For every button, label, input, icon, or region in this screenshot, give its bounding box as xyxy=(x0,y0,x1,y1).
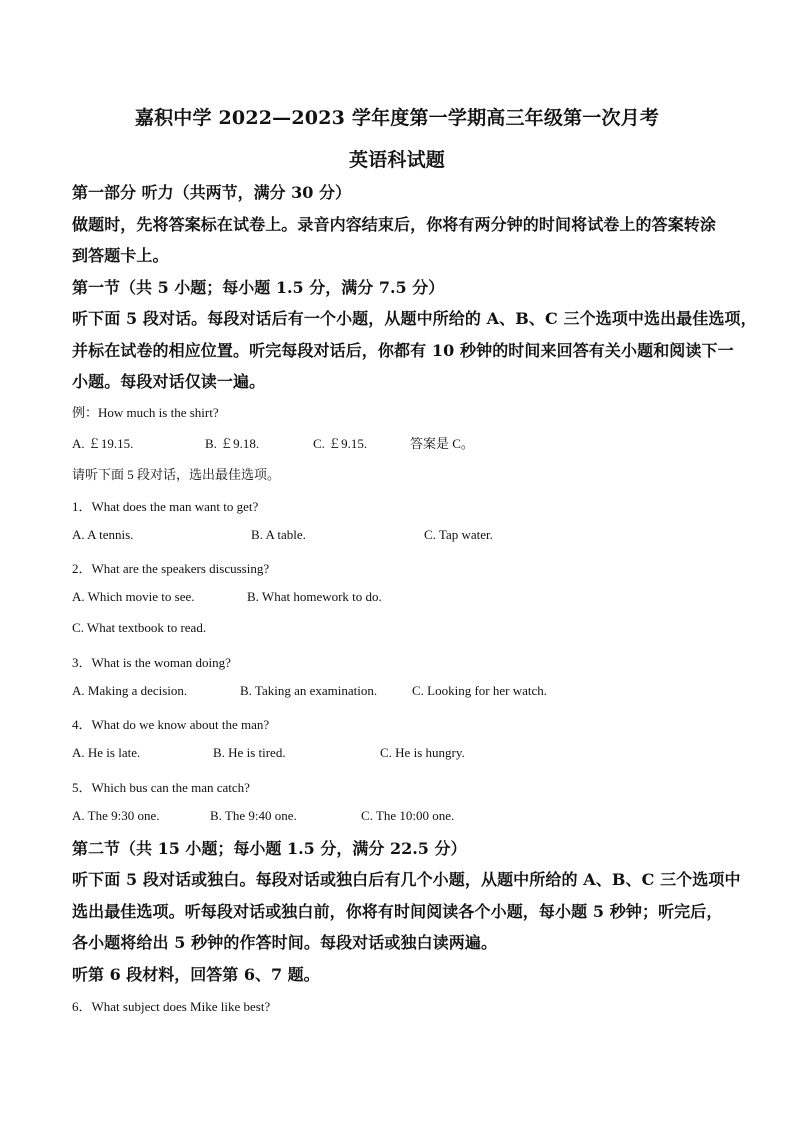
question-1: 1．What does the man want to get? xyxy=(72,499,259,514)
material-6-heading: 听第 6 段材料，回答第 6、7 题。 xyxy=(72,965,320,984)
example-option-c: C. ￡9.15. xyxy=(313,436,368,451)
question-4-option-c: C. He is hungry. xyxy=(380,745,465,760)
example-answer: 答案是 C。 xyxy=(410,436,474,451)
question-2-option-a: A. Which movie to see. xyxy=(72,589,195,604)
question-1-option-c: C. Tap water. xyxy=(424,527,493,542)
section2-instr-line1: 听下面 5 段对话或独白。每段对话或独白后有几个小题，从题中所给的 A、B、C 三个选项中 xyxy=(72,870,741,889)
part1-intro-line1: 做题时，先将答案标在试卷上。录音内容结束后，你将有两分钟的时间将试卷上的答案转涂 xyxy=(72,215,717,234)
question-1-option-a: A. A tennis. xyxy=(72,527,134,542)
part1-heading: 第一部分 听力（共两节，满分 30 分） xyxy=(72,183,351,202)
question-2-option-b: B. What homework to do. xyxy=(247,589,382,604)
exam-title: 嘉积中学 2022—2023 学年度第一学期高三年级第一次月考 xyxy=(134,107,660,129)
question-1-option-b: B. A table. xyxy=(251,527,306,542)
question-5: 5．Which bus can the man catch? xyxy=(72,780,250,795)
example-question: 例：How much is the shirt? xyxy=(72,405,219,420)
example-option-b: B. ￡9.18. xyxy=(205,436,260,451)
question-4-option-b: B. He is tired. xyxy=(213,745,286,760)
question-3-option-a: A. Making a decision. xyxy=(72,683,188,698)
question-3-option-c: C. Looking for her watch. xyxy=(412,683,548,698)
question-4-option-a: A. He is late. xyxy=(72,745,141,760)
section1-prompt: 请听下面 5 段对话，选出最佳选项。 xyxy=(72,467,281,482)
section2-instr-line3: 各小题将给出 5 秒钟的作答时间。每段对话或独白读两遍。 xyxy=(72,933,498,952)
section1-instr-line1: 听下面 5 段对话。每段对话后有一个小题，从题中所给的 A、B、C 三个选项中选出最佳选项， xyxy=(72,309,757,328)
question-3-option-b: B. Taking an examination. xyxy=(240,683,378,698)
example-option-a: A. ￡19.15. xyxy=(72,436,134,451)
section1-instr-line2: 并标在试卷的相应位置。听完每段对话后，你都有 10 秒钟的时间来回答有关小题和阅读下一 xyxy=(72,341,734,360)
question-5-option-a: A. The 9:30 one. xyxy=(72,808,160,823)
question-2: 2．What are the speakers discussing? xyxy=(72,561,270,576)
section1-instr-line3: 小题。每段对话仅读一遍。 xyxy=(72,372,266,391)
section1-heading: 第一节（共 5 小题；每小题 1.5 分，满分 7.5 分） xyxy=(72,278,445,297)
part1-intro-line2: 到答题卡上。 xyxy=(72,246,169,265)
question-4: 4．What do we know about the man? xyxy=(72,717,270,732)
question-5-option-c: C. The 10:00 one. xyxy=(361,808,455,823)
question-5-option-b: B. The 9:40 one. xyxy=(210,808,297,823)
section2-instr-line2: 选出最佳选项。听每段对话或独白前，你将有时间阅读各个小题，每小题 5 秒钟；听完后， xyxy=(72,902,723,921)
question-2-option-c: C. What textbook to read. xyxy=(72,620,207,635)
exam-subtitle: 英语科试题 xyxy=(348,149,445,171)
question-6: 6．What subject does Mike like best? xyxy=(72,999,271,1014)
question-3: 3．What is the woman doing? xyxy=(72,655,231,670)
section2-heading: 第二节（共 15 小题；每小题 1.5 分，满分 22.5 分） xyxy=(72,839,467,858)
